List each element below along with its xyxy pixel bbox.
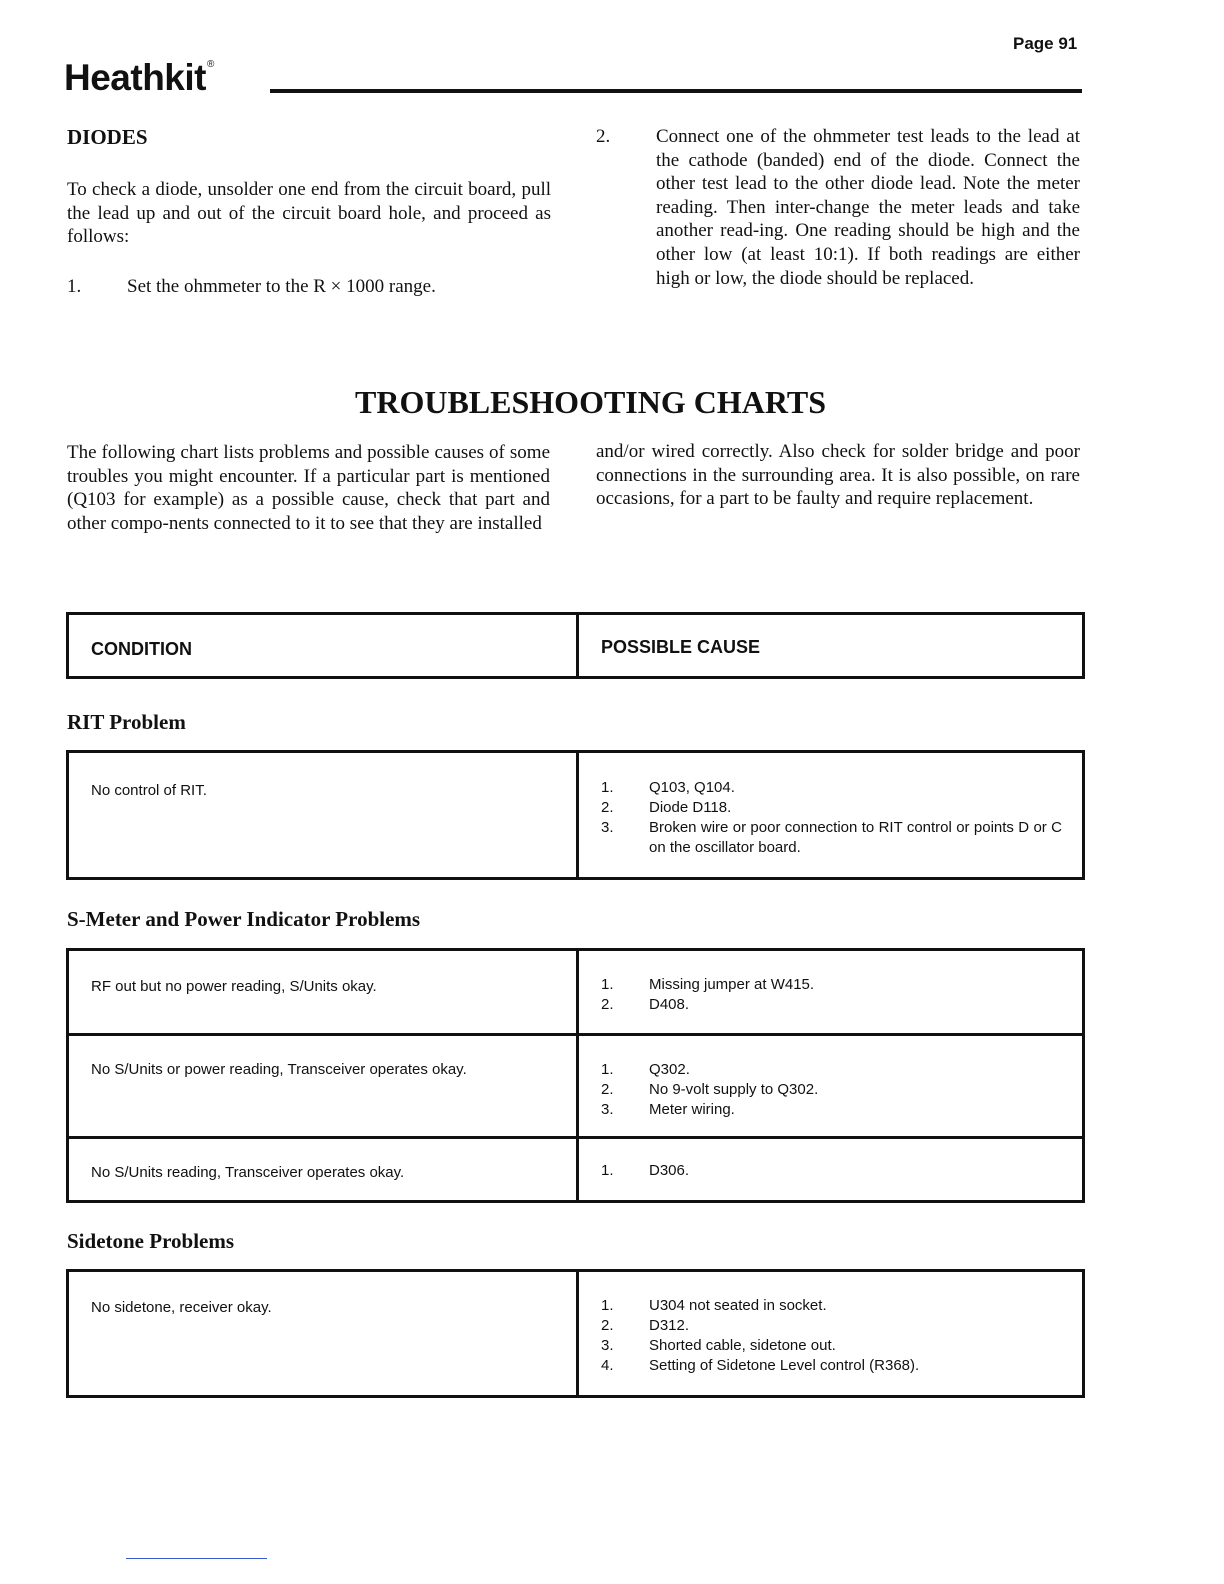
cause-list: [601, 1060, 1062, 1120]
registered-mark: ®: [206, 59, 214, 70]
chart-row: [66, 750, 1085, 880]
cause-text: Broken wire or poor connection to RIT control or points D or C on the oscillator board.: [649, 819, 1062, 856]
cause-item: [601, 975, 1062, 995]
cause-number: 3.: [601, 1337, 614, 1354]
group-heading-rit: RIT Problem: [67, 710, 186, 734]
diode-step-2: [596, 125, 1080, 290]
troubleshooting-title: TROUBLESHOOTING CHARTS: [355, 384, 826, 420]
page-number: Page 91: [1013, 34, 1078, 53]
column-header-cause: POSSIBLE CAUSE: [601, 637, 761, 657]
cause-item: [601, 1080, 1062, 1100]
diode-step-1: [67, 275, 551, 299]
cause-item: [601, 1296, 1062, 1316]
troubleshooting-intro-left: The following chart lists problems and possible causes of some troubles you might encounter. If a particular part is mentioned (Q103 for example) as a possible cause, check that part and other compo-nents connected to it to see that they are installed: [67, 442, 550, 534]
cause-text: Shorted cable, sidetone out.: [649, 1337, 836, 1354]
cause-item: [601, 1356, 1062, 1376]
cause-list: [601, 1161, 1062, 1181]
diodes-left-column: [67, 125, 551, 298]
footer-rule: [126, 1558, 267, 1559]
cause-item: [601, 818, 1062, 858]
cause-number: 1.: [601, 1297, 614, 1314]
cause-item: [601, 798, 1062, 818]
cause-text: Diode D118.: [649, 799, 732, 816]
cause-number: 2.: [601, 799, 614, 816]
cause-item: [601, 995, 1062, 1015]
cause-number: 1.: [601, 976, 614, 993]
step-text: Connect one of the ohmmeter test leads to the lead at the cathode (banded) end of the diode. Connect the other test lead to the other diode lead. Note the meter reading. Then inter-change the meter leads and take another read-ing. One reading should be high and the other low (at least 10:1). If both readings are either high or low, the diode should be replaced.: [656, 126, 1080, 289]
cause-list: [601, 975, 1062, 1015]
brand-name: Heathkit: [64, 57, 206, 98]
cause-item: [601, 1100, 1062, 1120]
cause-number: 2.: [601, 1081, 614, 1098]
chart-header: [66, 612, 1085, 679]
cause-number: 2.: [601, 1317, 614, 1334]
cause-number: 2.: [601, 996, 614, 1013]
cause-item: [601, 1060, 1062, 1080]
cause-number: 3.: [601, 1101, 614, 1118]
brand-logo: [64, 57, 213, 99]
cause-number: 1.: [601, 779, 614, 796]
troubleshooting-intro-right: and/or wired correctly. Also check for solder bridge and poor connections in the surrounding area. It is also possible, on rare occasions, for a part to be faulty and require replacement.: [596, 441, 1080, 510]
condition-cell: No S/Units or power reading, Transceiver operates okay.: [69, 1036, 579, 1136]
condition-cell: No sidetone, receiver okay.: [69, 1272, 579, 1395]
cause-text: D306.: [649, 1162, 690, 1179]
step-text: Set the ohmmeter to the R × 1000 range.: [127, 275, 436, 297]
cause-list: [601, 778, 1062, 858]
cause-text: Setting of Sidetone Level control (R368).: [649, 1357, 920, 1374]
group-heading-s-meter: S-Meter and Power Indicator Problems: [67, 907, 421, 931]
condition-cell: No S/Units reading, Transceiver operates okay.: [69, 1139, 579, 1200]
cause-item: [601, 778, 1062, 798]
step-number: 2.: [596, 126, 611, 147]
cause-text: Missing jumper at W415.: [649, 976, 815, 993]
cause-text: D312.: [649, 1317, 690, 1334]
cause-number: 1.: [601, 1061, 614, 1078]
diodes-heading: DIODES: [67, 125, 148, 149]
condition-cell: No control of RIT.: [69, 753, 579, 877]
cause-text: U304 not seated in socket.: [649, 1297, 827, 1314]
diodes-right-column: [596, 125, 1080, 290]
cause-item: [601, 1336, 1062, 1356]
condition-cell: RF out but no power reading, S/Units okay.: [69, 951, 579, 1033]
group-heading-sidetone: Sidetone Problems: [67, 1229, 235, 1253]
cause-text: Q302.: [649, 1061, 690, 1078]
cause-list: [601, 1296, 1062, 1376]
cause-text: Meter wiring.: [649, 1101, 735, 1118]
chart-row: [66, 1033, 1085, 1139]
cause-item: [601, 1161, 1062, 1181]
cause-text: Q103, Q104.: [649, 779, 735, 796]
diodes-intro: To check a diode, unsolder one end from the circuit board, pull the lead up and out of the circuit board hole, and proceed as follows:: [67, 179, 551, 248]
cause-number: 3.: [601, 819, 614, 836]
chart-row: [66, 1136, 1085, 1203]
header-rule: [270, 89, 1082, 93]
cause-number: 1.: [601, 1162, 614, 1179]
column-header-condition: CONDITION: [91, 639, 192, 659]
step-number: 1.: [67, 275, 82, 297]
chart-row: [66, 1269, 1085, 1398]
chart-row: [66, 948, 1085, 1036]
cause-item: [601, 1316, 1062, 1336]
cause-text: D408.: [649, 996, 690, 1013]
cause-number: 4.: [601, 1357, 614, 1374]
cause-text: No 9-volt supply to Q302.: [649, 1081, 819, 1098]
